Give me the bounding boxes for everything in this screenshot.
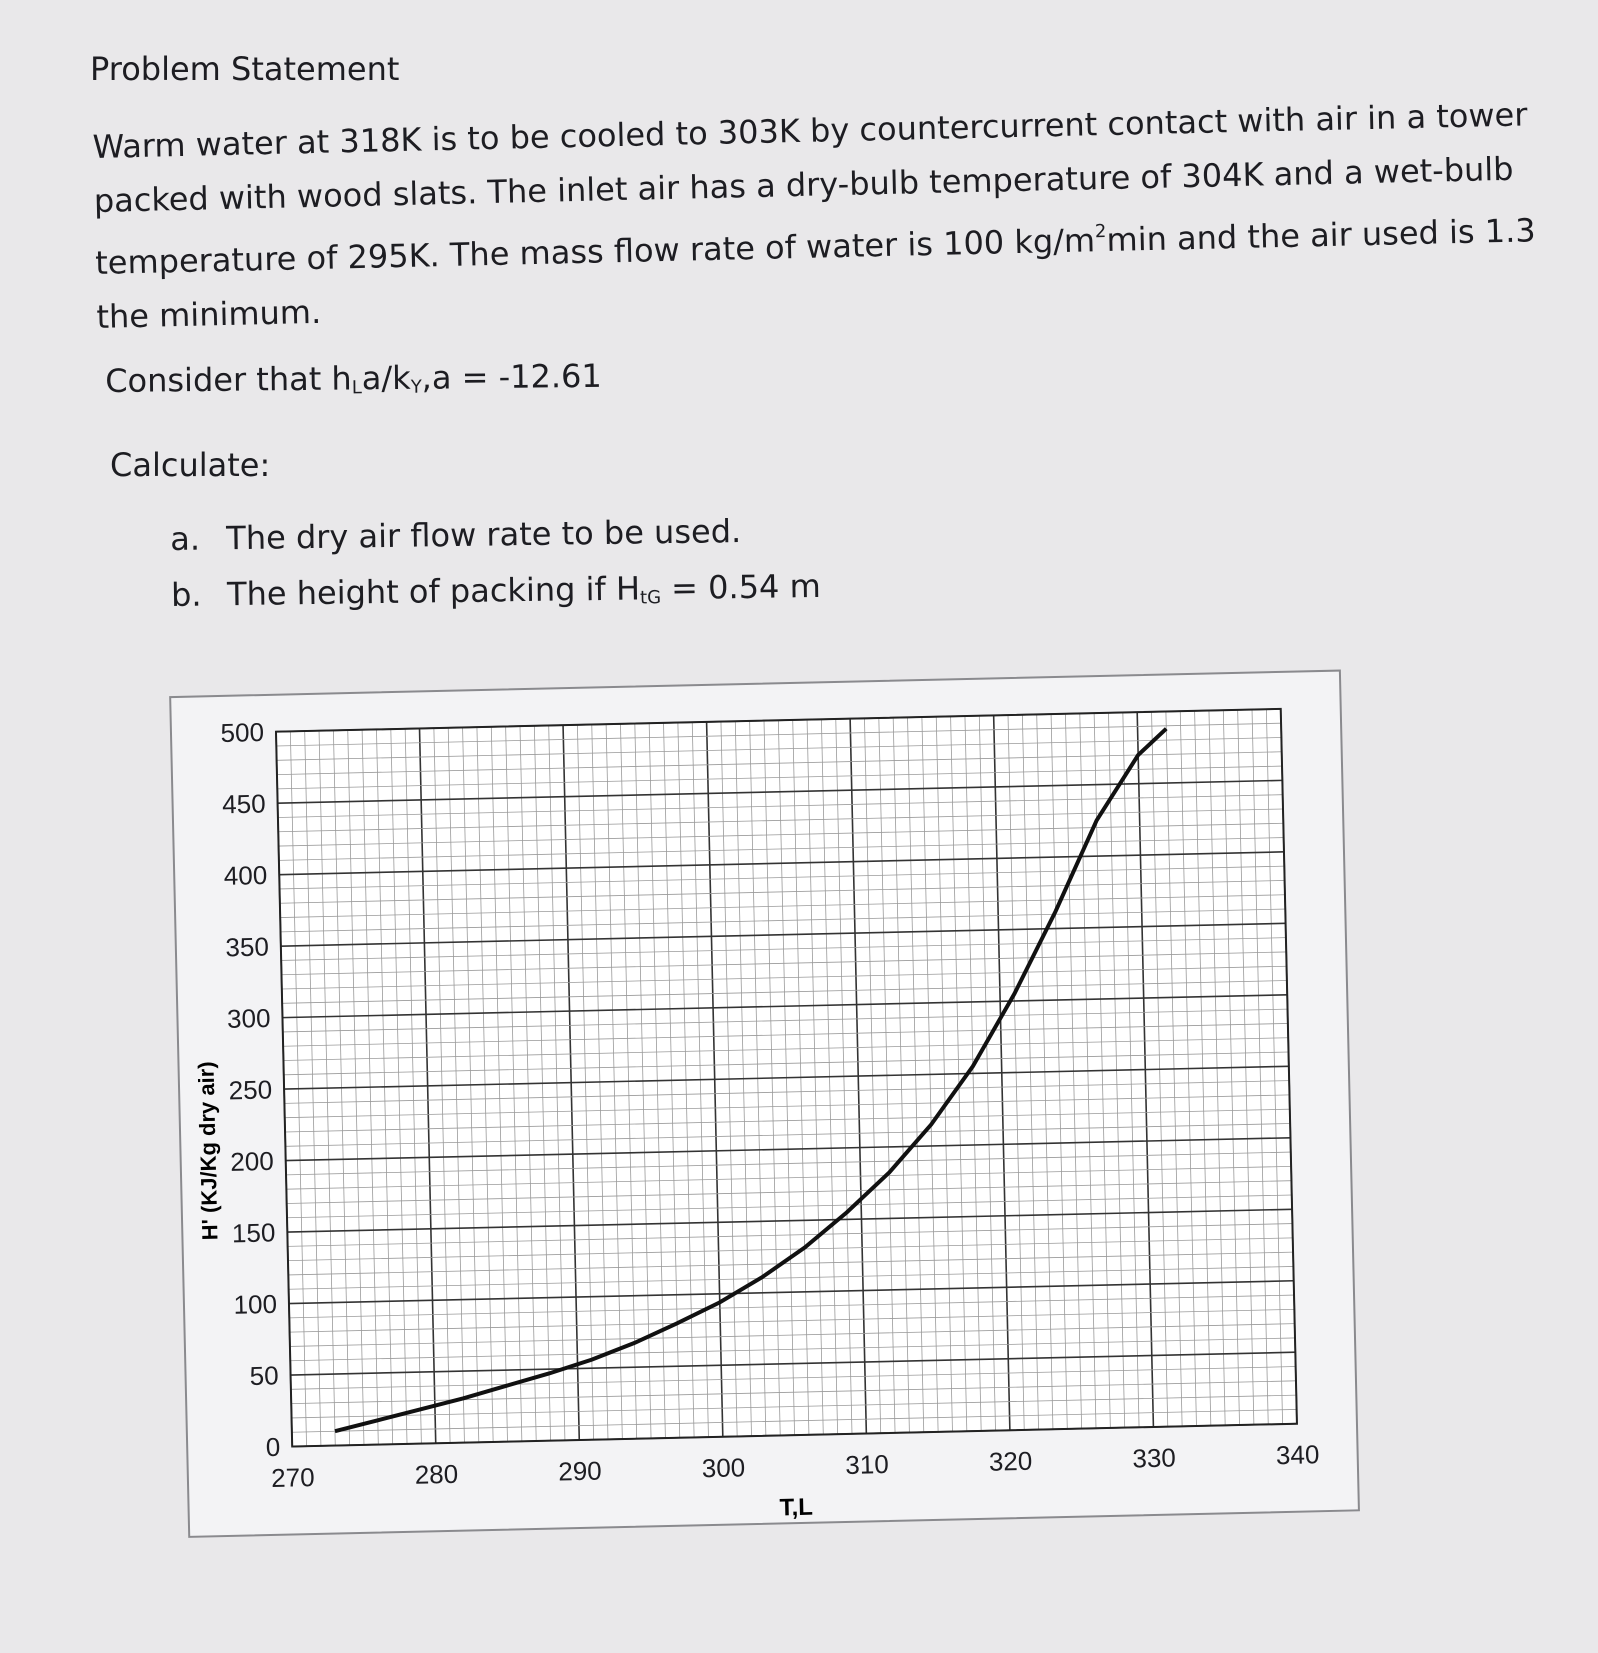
y-tick-label: 200 [229, 1145, 275, 1177]
consider-statement [105, 357, 602, 401]
y-tick-label: 150 [231, 1217, 276, 1249]
consider-text: ,a = -12.61 [421, 356, 602, 397]
y-tick-label: 250 [228, 1074, 273, 1106]
y-tick-label: 350 [225, 931, 270, 963]
x-tick-label: 340 [1275, 1439, 1320, 1471]
paragraph-text: temperature of 295K. The mass flow rate of water is 100 kg/m [94, 221, 1096, 282]
task-a [170, 511, 820, 576]
y-tick-label: 450 [221, 788, 266, 820]
superscript: 2 [1094, 221, 1107, 243]
paragraph-line: the minimum. [96, 292, 322, 336]
task-letter: b. [170, 575, 202, 614]
task-b [171, 567, 821, 632]
x-tick-label: 320 [988, 1445, 1033, 1477]
paragraph-text: min and the air used is 1.3 [1106, 211, 1537, 260]
y-tick-label: 50 [249, 1360, 279, 1391]
y-tick-label: 100 [233, 1288, 278, 1320]
task-text: The height of packing if H [226, 569, 641, 614]
paragraph-line: Warm water at 318K is to be cooled to 303K by countercurrent contact with air in a tower [92, 95, 1528, 166]
x-tick-label: 290 [557, 1455, 603, 1487]
subscript: tG [639, 587, 662, 609]
x-tick-label: 310 [845, 1448, 890, 1480]
chart-grid [276, 709, 1297, 1447]
task-text: = 0.54 m [660, 566, 821, 608]
x-axis-label: T,L [779, 1493, 814, 1522]
paragraph-line: packed with wood slats. The inlet air has a dry-bulb temperature of 304K and a wet-bulb [93, 149, 1514, 220]
x-tick-label: 300 [701, 1452, 746, 1484]
task-list [170, 511, 821, 632]
consider-text: a/k [361, 358, 411, 398]
task-text: The dry air flow rate to be used. [225, 512, 742, 558]
y-tick-label: 500 [220, 716, 265, 748]
x-tick-label: 270 [270, 1462, 315, 1493]
x-tick-label: 330 [1132, 1442, 1177, 1474]
subscript: Y [410, 376, 422, 398]
task-letter: a. [170, 519, 201, 558]
y-tick-label: 300 [226, 1002, 271, 1034]
y-tick-label: 400 [223, 859, 268, 891]
enthalpy-chart [130, 661, 1430, 1600]
y-axis-label: H' (KJ/Kg dry air) [193, 1061, 223, 1241]
subscript: L [351, 377, 362, 399]
y-tick-label: 0 [265, 1431, 281, 1463]
problem-heading: Problem Statement [90, 50, 400, 88]
problem-paragraph [92, 88, 1537, 344]
consider-text: Consider that h [105, 359, 352, 400]
calculate-label: Calculate: [110, 446, 271, 484]
x-tick-label: 280 [414, 1458, 459, 1490]
chart-figure [130, 661, 1430, 1600]
